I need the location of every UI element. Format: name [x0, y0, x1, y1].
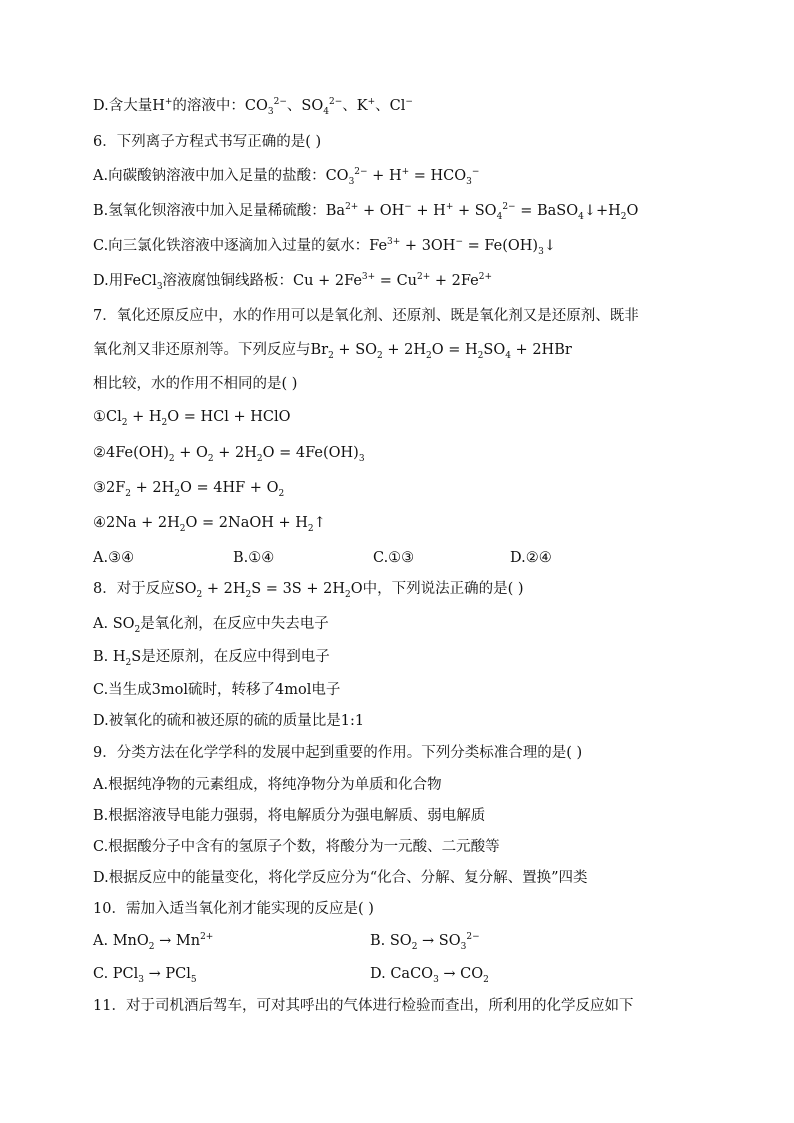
q7-reaction-3: $③2F_2 + 2H_2O = 4HF + O_2$	[93, 480, 285, 499]
q8-option-d: D.被氧化的硫和被还原的硫的质量比是1:1	[93, 713, 365, 729]
q6-option-c: C.向三氯化铁溶液中逐滴加入过量的氨水：$Fe^{3+} + 3OH^-$ = $Fe(OH)_3↓$	[93, 237, 556, 257]
q6-option-d: D.用FeCl$_3$溶液腐蚀铜线路板：$Cu + 2Fe^{3+} = Cu^{2+} + 2Fe^{2+}$	[93, 272, 493, 292]
q11-stem: 11．对于司机酒后驾车，可对其呼出的气体进行检验而查出，所利用的化学反应如下	[93, 998, 634, 1014]
q8-option-a: A. $SO_2$是氧化剂，在反应中失去电子	[93, 616, 329, 635]
q6-stem: 6．下列离子方程式书写正确的是( )	[93, 134, 322, 150]
q9-stem: 9．分类方法在化学学科的发展中起到重要的作用。下列分类标准合理的是( )	[93, 745, 583, 761]
q7-option-c: C.①③	[373, 550, 415, 566]
q10-stem: 10．需加入适当氧化剂才能实现的反应是( )	[93, 901, 374, 917]
q5-option-d: D.含大量H+的溶液中：$CO_3^{2-}$、$SO_4^{2-}$、K+、Cl−	[93, 97, 413, 117]
q8-option-b: B. $H_2S$是还原剂，在反应中得到电子	[93, 649, 330, 668]
q7-reaction-4: ④2Na + $2H_2O$ = 2NaOH + $H_2↑$	[93, 515, 326, 534]
q9-option-b: B.根据溶液导电能力强弱，将电解质分为强电解质、弱电解质	[93, 808, 486, 824]
q8-stem: 8．对于反应$SO_2 + 2H_2S = 3S + 2H_2O$中，下列说法正确的是( )	[93, 581, 524, 600]
q10-option-a: A. $MnO_2 \to Mn^{2+}$	[93, 932, 214, 952]
q10-option-d: D. CaCO$_3$ → $CO_2$	[370, 966, 489, 985]
q8-option-c: C.当生成3mol硫时，转移了4mol电子	[93, 682, 341, 698]
q6-option-b: B.氢氧化钡溶液中加入足量稀硫酸：$Ba^{2+} + OH^- + H^+ + SO_4^{2-}$ = $BaSO_4↓+H_2O$	[93, 202, 639, 222]
q7-stem-line2: 氧化剂又非还原剂等。下列反应与$Br_2 + SO_2 + 2H_2O = H_2SO_4 + 2HBr$	[93, 342, 572, 361]
q10-option-b: B. $SO_2 \to SO_3^{2-}$	[370, 932, 480, 952]
q9-option-a: A.根据纯净物的元素组成，将纯净物分为单质和化合物	[93, 777, 442, 793]
q7-stem-line1: 7．氧化还原反应中，水的作用可以是氧化剂、还原剂、既是氧化剂又是还原剂、既非	[93, 308, 639, 324]
q7-option-b: B.①④	[233, 550, 275, 566]
q9-option-c: C.根据酸分子中含有的氢原子个数，将酸分为一元酸、二元酸等	[93, 839, 500, 855]
q7-reaction-2: $②4Fe(OH)_2 + O_2 + 2H_2O = 4Fe(OH)_3$	[93, 445, 365, 464]
q9-option-d: D.根据反应中的能量变化，将化学反应分为“化合、分解、复分解、置换”四类	[93, 870, 588, 886]
q7-option-a: A.③④	[93, 550, 135, 566]
q7-reaction-1: $①Cl_2 + H_2O$ = HCl + HClO	[93, 409, 291, 428]
q7-option-d: D.②④	[510, 550, 552, 566]
q6-option-a: A.向碳酸钠溶液中加入足量的盐酸：$CO_3^{2-} + H^+ = HCO_3^-$	[93, 167, 480, 187]
q7-stem-line3: 相比较，水的作用不相同的是( )	[93, 376, 298, 392]
q10-option-c: C. PCl$_3$ → PCl$_5$	[93, 966, 197, 985]
